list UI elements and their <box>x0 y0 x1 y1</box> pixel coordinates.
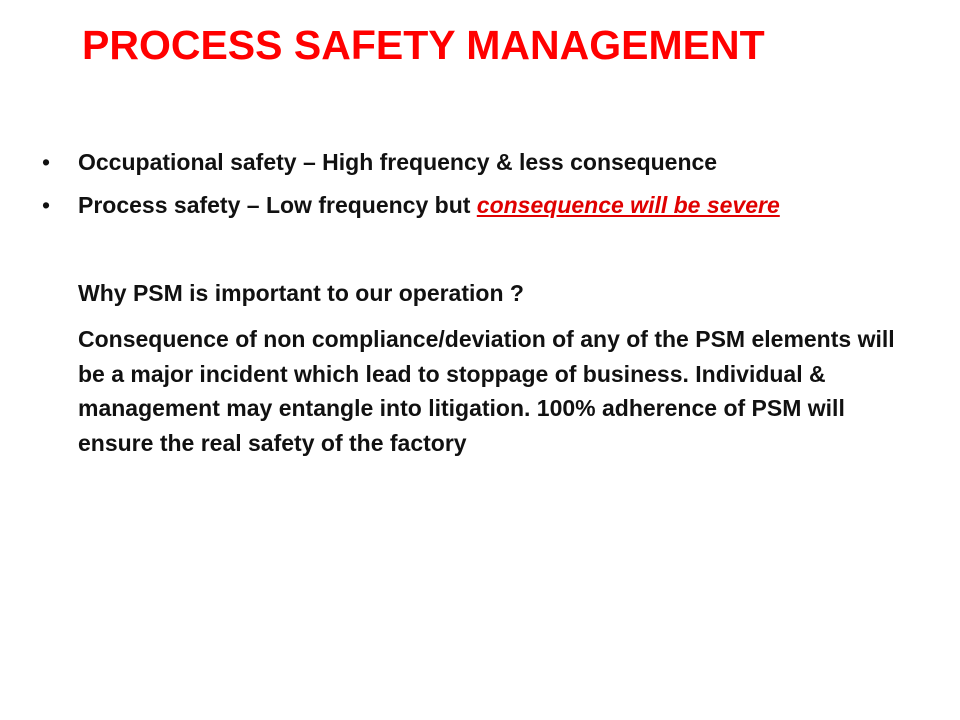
bullet-marker: • <box>42 149 51 175</box>
question-heading: Why PSM is important to our operation ? <box>78 280 524 306</box>
body-paragraph: Consequence of non compliance/deviation of any of the PSM elements will be a major incident which lead to stoppage of business. Individual & management may entangle into litigation. 100% adherence of PSM will ensure the real safety of the factory <box>78 326 895 456</box>
bullet-text: Occupational safety – High frequency & less consequence <box>78 149 718 175</box>
slide-title: PROCESS SAFETY MANAGEMENT <box>82 22 765 68</box>
bullet-item-occupational-safety <box>42 146 922 178</box>
bullet-emphasis-text: consequence will be severe <box>476 192 780 218</box>
bullet-marker: • <box>42 192 51 218</box>
bullet-text: Process safety – Low frequency but <box>78 192 477 218</box>
bullet-list <box>42 146 922 232</box>
bullet-item-process-safety <box>42 189 922 221</box>
